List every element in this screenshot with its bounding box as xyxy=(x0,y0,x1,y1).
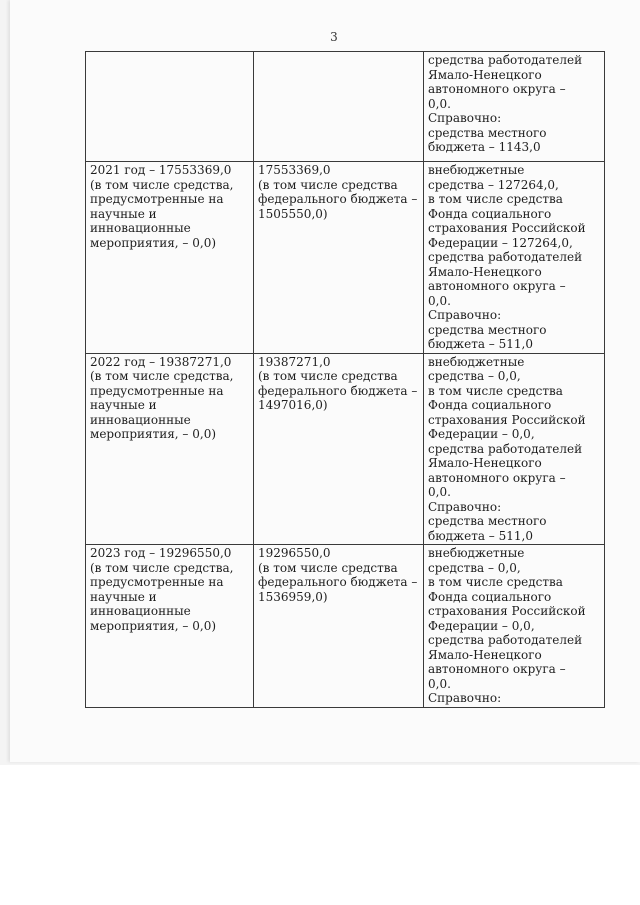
year-total-cell: 2022 год – 19387271,0 (в том числе средства, предусмотренные на научные и инновационные мероприятия, – 0,0) xyxy=(86,353,254,545)
year-total-cell xyxy=(86,52,254,162)
table-row xyxy=(86,353,605,545)
federal-budget-cell xyxy=(254,52,424,162)
extrabudget-cell: внебюджетные средства – 127264,0, в том числе средства Фонда социального страхования Российской Федерации – 127264,0, средства работодателей Ямало-Ненецкого автономного округа – 0,0. Справочно: средства местного бюджета – 511,0 xyxy=(424,162,605,354)
year-total-cell: 2021 год – 17553369,0 (в том числе средства, предусмотренные на научные и инновационные мероприятия, – 0,0) xyxy=(86,162,254,354)
extrabudget-cell: внебюджетные средства – 0,0, в том числе средства Фонда социального страхования Российской Федерации – 0,0, средства работодателей Ямало-Ненецкого автономного округа – 0,0. Справочно: xyxy=(424,545,605,708)
table-row xyxy=(86,545,605,708)
page-number: 3 xyxy=(330,30,338,44)
funding-table xyxy=(85,51,605,708)
federal-budget-cell: 17553369,0 (в том числе средства федерального бюджета – 1505550,0) xyxy=(254,162,424,354)
table-row xyxy=(86,52,605,162)
extrabudget-cell: средства работодателей Ямало-Ненецкого автономного округа – 0,0. Справочно: средства местного бюджета – 1143,0 xyxy=(424,52,605,162)
federal-budget-cell: 19296550,0 (в том числе средства федерального бюджета – 1536959,0) xyxy=(254,545,424,708)
extrabudget-cell: внебюджетные средства – 0,0, в том числе средства Фонда социального страхования Российской Федерации – 0,0, средства работодателей Ямало-Ненецкого автономного округа – 0,0. Справочно: средства местного бюджета – 511,0 xyxy=(424,353,605,545)
year-total-cell: 2023 год – 19296550,0 (в том числе средства, предусмотренные на научные и инновационные мероприятия, – 0,0) xyxy=(86,545,254,708)
blank-lower-area xyxy=(0,765,640,905)
federal-budget-cell: 19387271,0 (в том числе средства федерального бюджета – 1497016,0) xyxy=(254,353,424,545)
table-row xyxy=(86,162,605,354)
